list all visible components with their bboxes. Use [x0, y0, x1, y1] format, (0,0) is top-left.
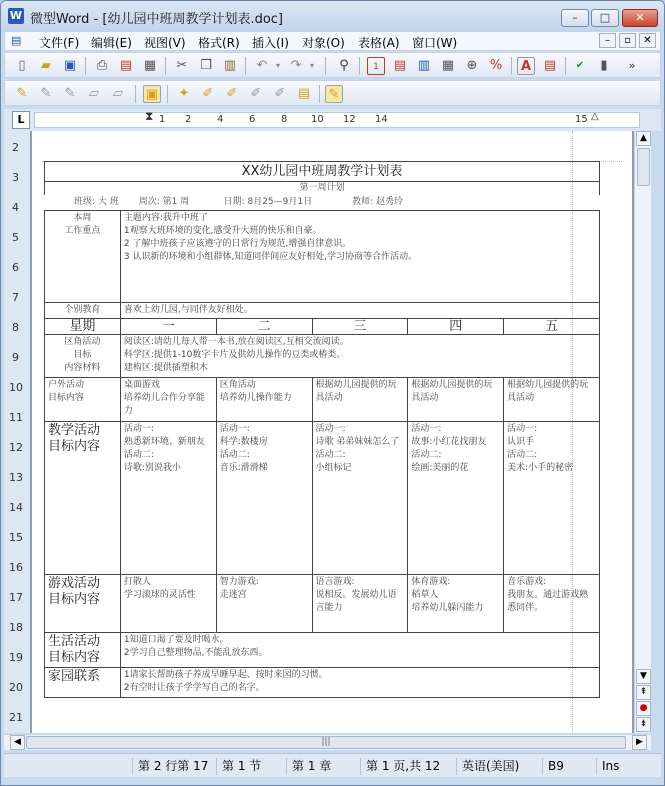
ruler-number: 4: [217, 114, 224, 125]
word-app-icon[interactable]: W: [9, 9, 23, 22]
copy-icon[interactable]: ❐: [200, 58, 212, 73]
status-language: 英语(美国): [456, 758, 540, 775]
edit-note-icon[interactable]: ✎: [40, 86, 52, 101]
prev-page-icon[interactable]: ⇞: [636, 685, 651, 700]
vruler-number: 17: [9, 591, 23, 604]
spell-check-icon[interactable]: ✔: [575, 60, 585, 71]
menu-format[interactable]: 格式(R): [198, 36, 240, 50]
browse-object-icon[interactable]: ●: [636, 701, 651, 716]
teaching-cell[interactable]: 活动一: 科学:数楼房 活动二: 音乐:滑滑梯: [216, 422, 312, 575]
area-content[interactable]: [120, 335, 599, 378]
menu-bar: [4, 31, 661, 51]
vruler-number: 2: [12, 141, 19, 154]
undo-icon[interactable]: ↶: [256, 58, 268, 73]
font-color-icon[interactable]: A: [517, 57, 535, 75]
undo-dropdown-icon[interactable]: ▾: [275, 61, 280, 70]
window-title: 微型Word - [幼儿园中班周教学计划表.doc]: [30, 12, 283, 27]
outdoor-cell[interactable]: 桌面游戏 培养幼儿合作分享能力: [120, 378, 216, 422]
vruler-number: 4: [12, 201, 19, 214]
focus-label: 本周 工作重点: [45, 211, 121, 303]
menu-file[interactable]: 文件(F): [39, 36, 80, 50]
teaching-cell[interactable]: 活动一: 熟悉新环境、新朋友 活动二: 诗歌:别说我小: [120, 422, 216, 575]
columns-icon[interactable]: ▥: [417, 58, 431, 73]
outdoor-cell[interactable]: 区角活动 培养幼儿操作能力: [216, 378, 312, 422]
vruler-number: 19: [9, 651, 23, 664]
open-folder-icon[interactable]: ▰: [41, 58, 51, 73]
doc-subtitle: 第一周计划: [44, 181, 600, 195]
scroll-left-icon[interactable]: ◀: [10, 735, 25, 750]
scroll-thumb[interactable]: [637, 148, 650, 186]
percent-icon[interactable]: %: [489, 58, 503, 73]
scroll-down-icon[interactable]: ▼: [636, 669, 651, 684]
focus-line: 3 认识新的环境和小组群体,知道同伴间应友好相处,学习协商等合作活动。: [123, 252, 418, 262]
header-footer-icon[interactable]: ▤: [393, 58, 407, 73]
status-position: 第 2 行第 17: [132, 758, 214, 775]
vruler-number: 8: [12, 321, 19, 334]
life-content[interactable]: [120, 633, 599, 668]
clear-highlight-icon[interactable]: ✐: [274, 86, 286, 101]
status-section: 第 1 节: [216, 758, 284, 775]
day-header: 五: [504, 319, 600, 335]
horizontal-ruler[interactable]: [34, 109, 640, 128]
day-header: 四: [408, 319, 504, 335]
ruler-number: 10: [311, 114, 324, 125]
vruler-number: 9: [12, 351, 19, 364]
game-cell[interactable]: 打散人 学习滚球的灵活性: [120, 575, 216, 633]
scroll-up-icon[interactable]: ▲: [636, 131, 651, 146]
vruler-number: 6: [12, 261, 19, 274]
page-setup-icon[interactable]: ▦: [441, 58, 455, 73]
erase-highlight-icon[interactable]: ✐: [250, 86, 262, 101]
vruler-number: 3: [12, 171, 19, 184]
outdoor-cell[interactable]: 根据幼儿园提供的玩具活动: [504, 378, 600, 422]
area-label: 区角活动 目标 内容材料: [45, 335, 121, 378]
area-line: 科学区:提供1-10数字卡片及供幼儿操作的豆类或椿类。: [123, 350, 346, 360]
ruler-row: [4, 109, 661, 131]
status-page: 第 1 页,共 12: [360, 758, 454, 775]
life-label: 生活活动 目标内容: [45, 633, 121, 668]
print-icon[interactable]: ⎙: [96, 58, 108, 73]
highlight-icon[interactable]: ✦: [178, 86, 190, 101]
vertical-scrollbar[interactable]: [634, 131, 651, 733]
highlight-list-icon[interactable]: ▤: [297, 86, 311, 101]
cut-icon[interactable]: ✂: [176, 58, 188, 73]
week-label: 星期: [45, 319, 121, 335]
vruler-number: 12: [9, 441, 23, 454]
new-note-icon[interactable]: ✎: [16, 86, 28, 101]
pdf-icon[interactable]: ▤: [119, 58, 133, 73]
new-document-icon[interactable]: ▯: [18, 58, 26, 73]
word-count-icon[interactable]: ▮: [600, 58, 608, 73]
status-chapter: 第 1 章: [286, 758, 358, 775]
game-cell[interactable]: 语言游戏: 说相反。发展幼儿语言能力: [312, 575, 408, 633]
teaching-cell[interactable]: 活动一: 认识手 活动二: 美术:小手的秘密: [504, 422, 600, 575]
day-header: 一: [120, 319, 216, 335]
game-cell[interactable]: 体育游戏: 稻草人 培养幼儿躲闪能力: [408, 575, 504, 633]
save-icon[interactable]: ▣: [63, 58, 77, 73]
vruler-number: 14: [9, 501, 23, 514]
teaching-label: 教学活动 目标内容: [45, 422, 121, 575]
vruler-number: 15: [9, 531, 23, 544]
highlight-prev-icon[interactable]: ✐: [202, 86, 214, 101]
outdoor-cell[interactable]: 根据幼儿园提供的玩具活动: [408, 378, 504, 422]
focus-line: 1观察大班环境的变化,感受升大班的快乐和自豪。: [123, 226, 322, 236]
title-bar: [1, 1, 664, 31]
next-note-icon[interactable]: ▱: [113, 86, 123, 101]
vruler-number: 21: [9, 711, 23, 724]
prev-note-icon[interactable]: ▱: [89, 86, 99, 101]
right-indent-icon[interactable]: △: [591, 111, 599, 122]
document-page[interactable]: [32, 131, 632, 733]
redo-dropdown-icon[interactable]: ▾: [309, 61, 314, 70]
print-preview-icon[interactable]: ▦: [143, 58, 157, 73]
menu-view[interactable]: 视图(V): [144, 36, 186, 50]
focus-line: 主题内容:我升中班了: [123, 213, 208, 223]
outdoor-cell[interactable]: 根据幼儿园提供的玩具活动: [312, 378, 408, 422]
doc-info-line: 班级: 大 班 周次: 第1 周 日期: 8月25—9月1日 教师: 赵秀玲: [74, 197, 404, 207]
standard-toolbar: [4, 52, 661, 78]
vruler-number: 18: [9, 621, 23, 634]
ruler-number: 14: [375, 114, 388, 125]
find-icon[interactable]: ⚲: [339, 58, 349, 73]
indent-marker-icon[interactable]: ⧗: [145, 109, 154, 123]
paste-icon[interactable]: ▥: [223, 58, 237, 73]
vruler-number: 7: [12, 291, 19, 304]
game-cell[interactable]: 智力游戏: 走迷宫: [216, 575, 312, 633]
toolbar-overflow-icon[interactable]: »: [628, 59, 636, 72]
focus-content[interactable]: [120, 211, 599, 303]
plan-table[interactable]: [44, 210, 600, 698]
doc-close-button[interactable]: ✕: [639, 33, 656, 48]
home-line: 2有空时让孩子学学写自己的名字。: [123, 683, 265, 693]
ruler-number: 8: [281, 114, 288, 125]
zoom-icon[interactable]: ⊕: [466, 58, 478, 73]
life-line: 2学习自己整理物品,不能乱放东西。: [123, 648, 268, 658]
menu-insert[interactable]: 插入(I): [252, 36, 289, 50]
ruler-number: 15: [575, 114, 588, 125]
teaching-cell[interactable]: 活动一: 诗歌 弟弟妹妹怎么了 活动二: 小组标记: [312, 422, 408, 575]
maximize-button[interactable]: □: [591, 9, 619, 27]
doc-title: XX幼儿园中班周教学计划表: [44, 161, 600, 181]
vruler-number: 20: [9, 681, 23, 694]
day-header: 二: [216, 319, 312, 335]
ruler-number: 1: [159, 114, 166, 125]
status-bar: [4, 753, 661, 777]
status-cell: B9: [542, 758, 594, 775]
life-line: 1知道口渴了要及时喝水。: [123, 635, 229, 645]
next-page-icon[interactable]: ⇟: [636, 717, 651, 732]
game-label: 游戏活动 目标内容: [45, 575, 121, 633]
menu-object[interactable]: 对象(O): [302, 36, 345, 50]
notes-panel-icon[interactable]: ▣: [143, 85, 161, 103]
text-box-icon[interactable]: ▤: [543, 58, 557, 73]
horizontal-scrollbar[interactable]: [4, 734, 651, 750]
menu-window[interactable]: 窗口(W): [412, 36, 458, 50]
area-line: 阅读区:请幼儿每人带一本书,放在阅读区,互相交流阅读。: [123, 337, 349, 347]
page-number-icon[interactable]: 1: [367, 57, 385, 75]
ruler-number: 6: [249, 114, 256, 125]
hscroll-thumb[interactable]: |||: [26, 736, 626, 749]
delete-note-icon[interactable]: ✎: [64, 86, 76, 101]
redo-icon[interactable]: ↷: [290, 58, 302, 73]
minimize-button[interactable]: –: [561, 9, 589, 27]
home-content[interactable]: [120, 668, 599, 698]
game-cell[interactable]: 音乐游戏: 我朋友。通过游戏熟悉同伴。: [504, 575, 600, 633]
review-pane-icon[interactable]: ✎: [325, 85, 343, 103]
vertical-ruler: [4, 131, 30, 733]
close-button[interactable]: ✕: [622, 9, 658, 27]
tab-selector[interactable]: L: [12, 111, 30, 129]
vruler-number: 10: [9, 381, 23, 394]
doc-icon: ▤: [11, 34, 22, 47]
focus-line: 2 了解中班孩子应该遵守的日常行为规范,增强自律意识。: [123, 239, 352, 249]
vruler-number: 16: [9, 561, 23, 574]
day-header: 三: [312, 319, 408, 335]
drawing-toolbar: [4, 80, 661, 106]
outdoor-label: 户外活动 目标内容: [45, 378, 121, 422]
individual-label: 个别教育: [45, 303, 121, 319]
vruler-number: 5: [12, 231, 19, 244]
menu-edit[interactable]: 编辑(E): [91, 36, 132, 50]
vruler-number: 13: [9, 471, 23, 484]
ruler-number: 12: [343, 114, 356, 125]
individual-content[interactable]: 喜欢上幼儿园,与同伴友好相处。: [120, 303, 599, 319]
document-area[interactable]: [30, 131, 634, 733]
menu-table[interactable]: 表格(A): [358, 36, 400, 50]
doc-minimize-button[interactable]: –: [599, 33, 616, 48]
highlight-next-icon[interactable]: ✐: [226, 86, 238, 101]
vruler-number: 11: [9, 411, 23, 424]
teaching-cell[interactable]: 活动一: 故事:小红花找朋友 活动二: 绘画:美丽的花: [408, 422, 504, 575]
doc-restore-button[interactable]: ▫: [619, 33, 636, 48]
area-line: 建构区:提供插塑积木: [123, 363, 208, 373]
status-insert-mode[interactable]: Ins: [596, 758, 652, 775]
home-line: 1请家长帮助孩子养成早睡早起、按时来园的习惯。: [123, 670, 328, 680]
scroll-right-icon[interactable]: ▶: [632, 735, 647, 750]
home-label: 家园联系: [45, 668, 121, 698]
ruler-number: 2: [185, 114, 192, 125]
